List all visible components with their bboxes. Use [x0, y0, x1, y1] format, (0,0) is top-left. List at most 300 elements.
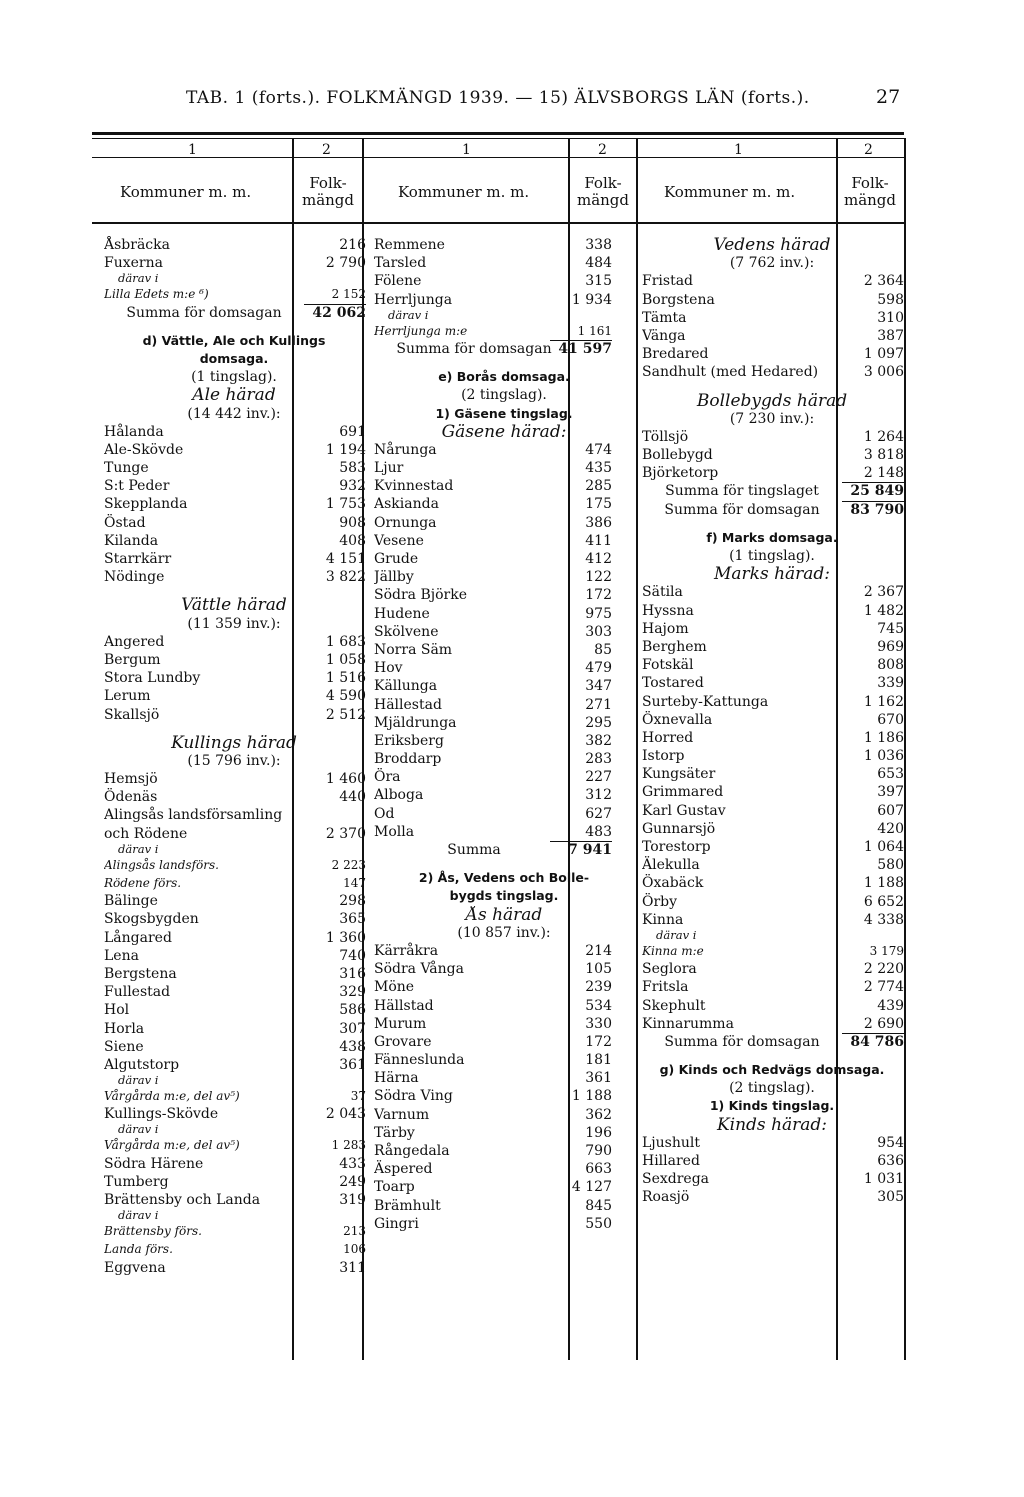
row-value: 2 367 — [863, 584, 904, 601]
row-label: Härna — [374, 1070, 419, 1087]
sum-rule — [842, 1033, 904, 1034]
row-value: 2 220 — [863, 961, 904, 978]
row-label: Tostared — [642, 675, 704, 692]
row-value: 1 162 — [863, 693, 904, 710]
row-label: (14 442 inv.): — [187, 405, 281, 422]
row-label: Åsbräcka — [104, 237, 170, 253]
row-label: Sandhult (med Hedared) — [642, 364, 819, 381]
row-label: Stora Lundby — [104, 670, 201, 687]
row-value: 25 849 — [850, 483, 904, 500]
row-label: Kinnarumma — [642, 1015, 734, 1032]
row-label: Vesene — [374, 532, 424, 549]
row-label: Kungsäter — [642, 766, 716, 783]
row-value: 412 — [585, 551, 612, 567]
column-number: 1 — [734, 142, 743, 158]
row-value: 440 — [339, 789, 366, 806]
row-value: 365 — [339, 911, 366, 928]
row-label: Grude — [374, 551, 419, 567]
row-label: Ljushult — [642, 1134, 700, 1151]
row-value: 316 — [339, 965, 366, 982]
page-title: TAB. 1 (forts.). FOLKMÄNGD 1939. — 15) ÄLVSBORGS LÄN (forts.). — [186, 88, 810, 108]
row-label: Jällby — [374, 569, 414, 586]
column-head-folkmangd: Folk- mängd — [843, 174, 897, 209]
row-label: (7 762 inv.): — [729, 255, 815, 272]
row-value: 433 — [339, 1155, 366, 1172]
row-label: Kärråkra — [374, 942, 439, 959]
row-value: 172 — [585, 1033, 612, 1050]
row-label: Skephult — [642, 997, 706, 1014]
row-value: 1 058 — [325, 651, 366, 668]
row-label: Gunnarsjö — [642, 820, 716, 837]
row-value: 85 — [594, 641, 612, 658]
row-value: 653 — [877, 766, 904, 783]
row-value: 627 — [585, 805, 612, 822]
row-label: Vedens härad — [713, 236, 831, 255]
row-value: 216 — [339, 237, 366, 253]
row-value: 295 — [585, 714, 612, 731]
row-label: Källunga — [374, 678, 438, 695]
row-value: 37 — [350, 1089, 366, 1104]
row-label: Summa för tingslaget — [665, 483, 819, 500]
row-label: Lena — [104, 947, 139, 964]
row-label: Horla — [104, 1020, 145, 1037]
row-label: Summa för domsagan — [664, 1033, 820, 1050]
row-label: därav i — [118, 1074, 159, 1088]
row-label: Fotskäl — [642, 657, 694, 674]
row-label: Skallsjö — [104, 706, 160, 723]
row-value: 6 652 — [863, 893, 904, 910]
row-label: Hyssna — [642, 602, 694, 619]
row-label: Södra Ving — [374, 1088, 453, 1105]
row-value: 330 — [585, 1015, 612, 1032]
column-number: 2 — [864, 142, 873, 158]
row-value: 285 — [585, 478, 612, 495]
row-value: 1 683 — [325, 633, 366, 650]
column-number: 2 — [598, 142, 607, 158]
row-label: Ornunga — [374, 514, 437, 531]
row-label: g) Kinds och Redvägs domsaga. — [659, 1062, 885, 1078]
row-value: 122 — [585, 569, 612, 586]
row-label: Summa för domsagan — [664, 501, 820, 518]
row-label: Angered — [104, 633, 165, 650]
row-label: Vättle härad — [181, 596, 287, 615]
row-value: 3 179 — [869, 943, 904, 958]
row-label: Vårgårda m:e, del av⁵) — [104, 1089, 240, 1104]
row-value: 435 — [585, 460, 612, 477]
row-label: Örby — [642, 893, 678, 910]
row-label: Fölene — [374, 273, 422, 290]
row-value: 4 151 — [325, 551, 366, 567]
column-number-rule — [92, 157, 904, 158]
row-label: Summa för domsagan — [126, 304, 282, 321]
row-value: 338 — [585, 237, 612, 253]
row-label: Töllsjö — [642, 428, 689, 445]
sum-rule — [842, 501, 904, 502]
row-value: 1 360 — [325, 929, 366, 946]
row-label: Kullings-Skövde — [104, 1106, 219, 1123]
row-label: Vårgårda m:e, del av⁵) — [104, 1138, 240, 1153]
top-rule-thin — [92, 138, 904, 139]
row-label: (1 tingslag). — [729, 548, 815, 564]
row-label: Södra Björke — [374, 587, 467, 604]
row-label: Tumberg — [104, 1173, 169, 1190]
row-value: 1 161 — [577, 323, 612, 338]
row-label: Möne — [374, 979, 415, 996]
row-label: (2 tingslag). — [461, 387, 547, 404]
row-label: (7 230 inv.): — [729, 410, 815, 427]
row-label: Sexdrega — [642, 1171, 710, 1188]
row-label: (10 857 inv.): — [457, 924, 551, 941]
row-value: 42 062 — [312, 304, 366, 321]
row-label: Hålanda — [104, 423, 164, 440]
row-value: 2 690 — [863, 1015, 904, 1032]
row-label: bygds tingslag. — [449, 888, 559, 904]
row-label: Tämta — [642, 309, 687, 326]
row-value: 310 — [877, 309, 904, 326]
row-label: Horred — [642, 729, 694, 746]
row-value: 271 — [585, 696, 612, 713]
row-label: Berghem — [642, 638, 707, 655]
row-label: Nårunga — [374, 441, 437, 458]
row-label: Roasjö — [642, 1189, 690, 1206]
column-number: 2 — [322, 142, 331, 158]
row-label: Herrljunga m:e — [374, 323, 468, 338]
row-value: 954 — [877, 1134, 904, 1151]
row-label: Starrkärr — [104, 551, 172, 567]
row-value: 249 — [339, 1173, 366, 1190]
row-value: 932 — [339, 478, 366, 495]
row-value: 969 — [877, 638, 904, 655]
row-label: Björketorp — [642, 465, 719, 482]
column-divider — [904, 138, 906, 1360]
row-value: 691 — [339, 423, 366, 440]
row-value: 975 — [585, 605, 612, 622]
row-label: Ås härad — [465, 905, 543, 924]
row-label: Hällstad — [374, 997, 434, 1014]
row-label: Ljur — [374, 460, 404, 477]
row-value: 329 — [339, 984, 366, 1001]
row-label: Kinna — [642, 911, 684, 928]
page-number: 27 — [876, 86, 901, 108]
row-value: 845 — [585, 1197, 612, 1214]
row-value: 283 — [585, 751, 612, 768]
row-value: 214 — [585, 942, 612, 959]
row-label: Bollebygds härad — [696, 391, 848, 410]
row-value: 2 364 — [863, 273, 904, 290]
row-value: 4 590 — [325, 688, 366, 705]
row-label: Hillared — [642, 1153, 700, 1169]
row-label: domsaga. — [199, 350, 269, 366]
sum-rule — [550, 340, 612, 341]
row-label: Skepplanda — [104, 496, 188, 513]
row-value: 484 — [585, 255, 612, 272]
row-label: e) Borås domsaga. — [438, 369, 570, 385]
row-label: 1) Gäsene tingslag. — [435, 405, 573, 421]
row-value: 1 753 — [325, 496, 366, 513]
row-value: 790 — [585, 1143, 612, 1159]
row-value: 2 148 — [863, 465, 904, 482]
row-label: Brättensby förs. — [104, 1224, 202, 1239]
row-label: Murum — [374, 1015, 427, 1032]
row-label: Surteby-Kattunga — [642, 693, 769, 710]
row-value: 1 934 — [571, 291, 612, 308]
row-value: 2 043 — [325, 1106, 366, 1123]
row-value: 483 — [585, 823, 612, 840]
row-label: Ödenäs — [104, 789, 158, 806]
row-value: 2 512 — [325, 706, 366, 723]
row-label: därav i — [118, 1123, 159, 1137]
row-label: Brättensby och Landa — [104, 1192, 261, 1208]
row-label: Ale-Skövde — [104, 441, 184, 458]
column-head-folkmangd: Folk- mängd — [576, 174, 630, 209]
row-value: 84 786 — [850, 1033, 904, 1050]
row-label: Gäsene härad: — [441, 422, 567, 441]
row-value: 1 188 — [571, 1088, 612, 1105]
sum-rule — [304, 304, 366, 305]
row-label: Mjäldrunga — [374, 714, 457, 731]
row-label: Hällestad — [374, 696, 442, 713]
row-label: Öxabäck — [642, 875, 704, 892]
row-value: 908 — [339, 514, 366, 531]
row-value: 305 — [877, 1189, 904, 1206]
row-label: Borgstena — [642, 291, 715, 308]
column-head-kommuner: Kommuner m. m. — [664, 183, 796, 201]
row-value: 1 188 — [863, 875, 904, 892]
row-label: Rödene förs. — [104, 876, 182, 890]
row-value: 598 — [877, 291, 904, 308]
row-label: Långared — [104, 929, 172, 946]
row-value: 1 264 — [863, 428, 904, 445]
row-value: 550 — [585, 1215, 612, 1232]
row-label: Summa för domsagan — [396, 340, 552, 357]
row-value: 311 — [339, 1259, 366, 1276]
row-value: 105 — [585, 961, 612, 978]
row-label: Fristad — [642, 273, 694, 290]
row-value: 2 790 — [325, 255, 366, 272]
row-label: Tarsled — [374, 255, 427, 272]
row-label: Broddarp — [374, 751, 442, 768]
column-head-kommuner: Kommuner m. m. — [398, 183, 530, 201]
row-label: Bergum — [104, 651, 161, 668]
row-label: Tunge — [104, 460, 149, 477]
row-value: 745 — [877, 620, 904, 637]
row-value: 382 — [585, 732, 612, 749]
row-value: 239 — [585, 979, 612, 996]
row-value: 303 — [585, 623, 612, 640]
row-label: Kinna m:e — [642, 943, 704, 958]
row-label: Alingsås landsförs. — [104, 857, 219, 872]
row-label: 2) Ås, Vedens och Bolle- — [418, 870, 590, 886]
row-label: Varnum — [374, 1106, 430, 1123]
row-value: 1 186 — [863, 729, 904, 746]
row-value: 2 774 — [863, 979, 904, 996]
row-label: Landa förs. — [104, 1242, 173, 1257]
row-label: S:t Peder — [104, 478, 170, 495]
row-label: Hov — [374, 660, 403, 677]
row-value: 339 — [877, 675, 904, 692]
row-label: Sätila — [642, 584, 683, 601]
row-label: därav i — [118, 1209, 159, 1223]
row-value: 3 822 — [325, 569, 366, 586]
row-label: Bergstena — [104, 965, 177, 982]
row-value: 4 127 — [571, 1179, 612, 1196]
row-value: 362 — [585, 1106, 612, 1123]
row-value: 175 — [585, 496, 612, 513]
row-value: 386 — [585, 514, 612, 531]
row-value: 1 097 — [863, 346, 904, 363]
row-value: 636 — [877, 1153, 904, 1169]
column-number: 1 — [462, 142, 471, 158]
row-label: (2 tingslag). — [729, 1080, 815, 1097]
row-value: 2 152 — [331, 287, 366, 302]
row-label: Herrljunga — [374, 291, 453, 308]
row-value: 2 223 — [331, 857, 366, 872]
row-value: 361 — [339, 1056, 366, 1073]
row-value: 227 — [585, 769, 612, 786]
row-value: 1 036 — [863, 748, 904, 765]
row-label: Remmene — [374, 237, 445, 253]
row-label: Eriksberg — [374, 732, 444, 749]
row-value: 670 — [877, 711, 904, 728]
row-value: 420 — [877, 820, 904, 837]
row-value: 1 194 — [325, 441, 366, 458]
row-value: 298 — [339, 893, 366, 910]
row-label: Södra Vånga — [374, 961, 464, 978]
row-label: Vänga — [642, 327, 686, 344]
row-label: därav i — [118, 272, 159, 286]
column-divider — [636, 138, 638, 1360]
row-label: Norra Säm — [374, 641, 453, 658]
row-value: 411 — [585, 532, 612, 549]
row-label: Grovare — [374, 1033, 432, 1050]
row-label: Skölvene — [374, 623, 439, 640]
row-value: 361 — [585, 1070, 612, 1087]
row-value: 4 338 — [863, 911, 904, 928]
row-value: 147 — [343, 876, 366, 890]
row-value: 3 006 — [863, 364, 904, 381]
row-value: 2 370 — [325, 825, 366, 842]
row-label: Od — [374, 805, 395, 822]
row-value: 41 597 — [558, 340, 612, 357]
row-label: Alboga — [374, 787, 424, 804]
row-value: 172 — [585, 587, 612, 604]
row-label: (15 796 inv.): — [187, 752, 281, 769]
row-value: 397 — [877, 784, 904, 801]
row-label: (1 tingslag). — [191, 369, 277, 386]
row-label: därav i — [118, 842, 159, 856]
row-label: Askianda — [374, 496, 439, 513]
row-value: 315 — [585, 273, 612, 290]
row-label: Älekulla — [642, 857, 700, 874]
row-value: 1 283 — [331, 1138, 366, 1153]
row-value: 312 — [585, 787, 612, 804]
row-label: Ale härad — [192, 386, 276, 405]
row-label: Algutstorp — [104, 1056, 180, 1073]
row-label: Hajom — [642, 620, 689, 637]
row-label: Siene — [104, 1038, 144, 1055]
row-label: Bälinge — [104, 893, 158, 910]
page-header — [0, 88, 1024, 118]
row-value: 3 818 — [863, 447, 904, 464]
row-label: Molla — [374, 823, 415, 840]
row-value: 439 — [877, 997, 904, 1014]
row-label: Bollebygd — [642, 447, 713, 464]
row-label: Tärby — [374, 1124, 415, 1141]
row-value: 408 — [339, 532, 366, 549]
row-value: 83 790 — [850, 501, 904, 518]
row-value: 106 — [343, 1242, 366, 1257]
row-label: Skogsbygden — [104, 911, 199, 928]
row-label: Grimmared — [642, 784, 724, 801]
row-value: 580 — [877, 857, 904, 874]
row-value: 319 — [339, 1192, 366, 1208]
row-value: 181 — [585, 1052, 612, 1069]
sum-rule — [550, 841, 612, 842]
row-value: 347 — [585, 678, 612, 695]
row-label: 1) Kinds tingslag. — [709, 1098, 835, 1114]
row-label: Istorp — [642, 748, 685, 765]
row-label: Hol — [104, 1002, 130, 1019]
row-value: 7 941 — [568, 842, 612, 858]
row-label: Fuxerna — [104, 255, 163, 272]
row-label: Rångedala — [374, 1143, 450, 1159]
row-label: Bredared — [642, 346, 709, 363]
row-label: Hudene — [374, 605, 430, 622]
sum-rule — [842, 482, 904, 483]
row-label: Södra Härene — [104, 1155, 204, 1172]
row-value: 1 516 — [325, 670, 366, 687]
row-label: Marks härad: — [713, 565, 831, 584]
row-value: 586 — [339, 1002, 366, 1019]
row-label: Öxnevalla — [642, 711, 713, 728]
row-value: 1 482 — [863, 602, 904, 619]
row-label: Lilla Edets m:e ⁶) — [104, 287, 209, 302]
row-label: och Rödene — [104, 825, 188, 842]
top-rule-thick — [92, 132, 904, 135]
row-label: Östad — [104, 514, 146, 531]
row-value: 474 — [585, 441, 612, 458]
row-label: Eggvena — [104, 1259, 166, 1276]
row-value: 1 064 — [863, 839, 904, 855]
row-value: 1 031 — [863, 1171, 904, 1188]
row-value: 387 — [877, 327, 904, 344]
column-head-folkmangd: Folk- mängd — [301, 174, 355, 209]
row-value: 438 — [339, 1038, 366, 1055]
row-label: Karl Gustav — [642, 802, 726, 819]
row-label: Summa — [447, 842, 501, 858]
column-head-kommuner: Kommuner m. m. — [120, 183, 252, 201]
column-head-rule — [92, 222, 904, 224]
row-label: Fänneslunda — [374, 1052, 465, 1069]
row-label: Brämhult — [374, 1197, 441, 1214]
row-label: Toarp — [374, 1179, 415, 1196]
row-label: Öra — [374, 769, 401, 786]
row-label: Gingri — [374, 1215, 419, 1232]
row-value: 307 — [339, 1020, 366, 1037]
row-label: Seglora — [642, 961, 697, 978]
row-label: Lerum — [104, 688, 151, 705]
row-value: 213 — [343, 1224, 366, 1239]
row-label: d) Vättle, Ale och Kullings — [142, 332, 326, 348]
row-label: Kullings härad — [171, 733, 297, 752]
row-value: 479 — [585, 660, 612, 677]
row-value: 607 — [877, 802, 904, 819]
row-value: 740 — [339, 947, 366, 964]
row-value: 1 460 — [325, 771, 366, 788]
row-value: 583 — [339, 460, 366, 477]
row-label: Fritsla — [642, 979, 689, 996]
row-label: Alingsås landsförsamling — [104, 807, 283, 824]
